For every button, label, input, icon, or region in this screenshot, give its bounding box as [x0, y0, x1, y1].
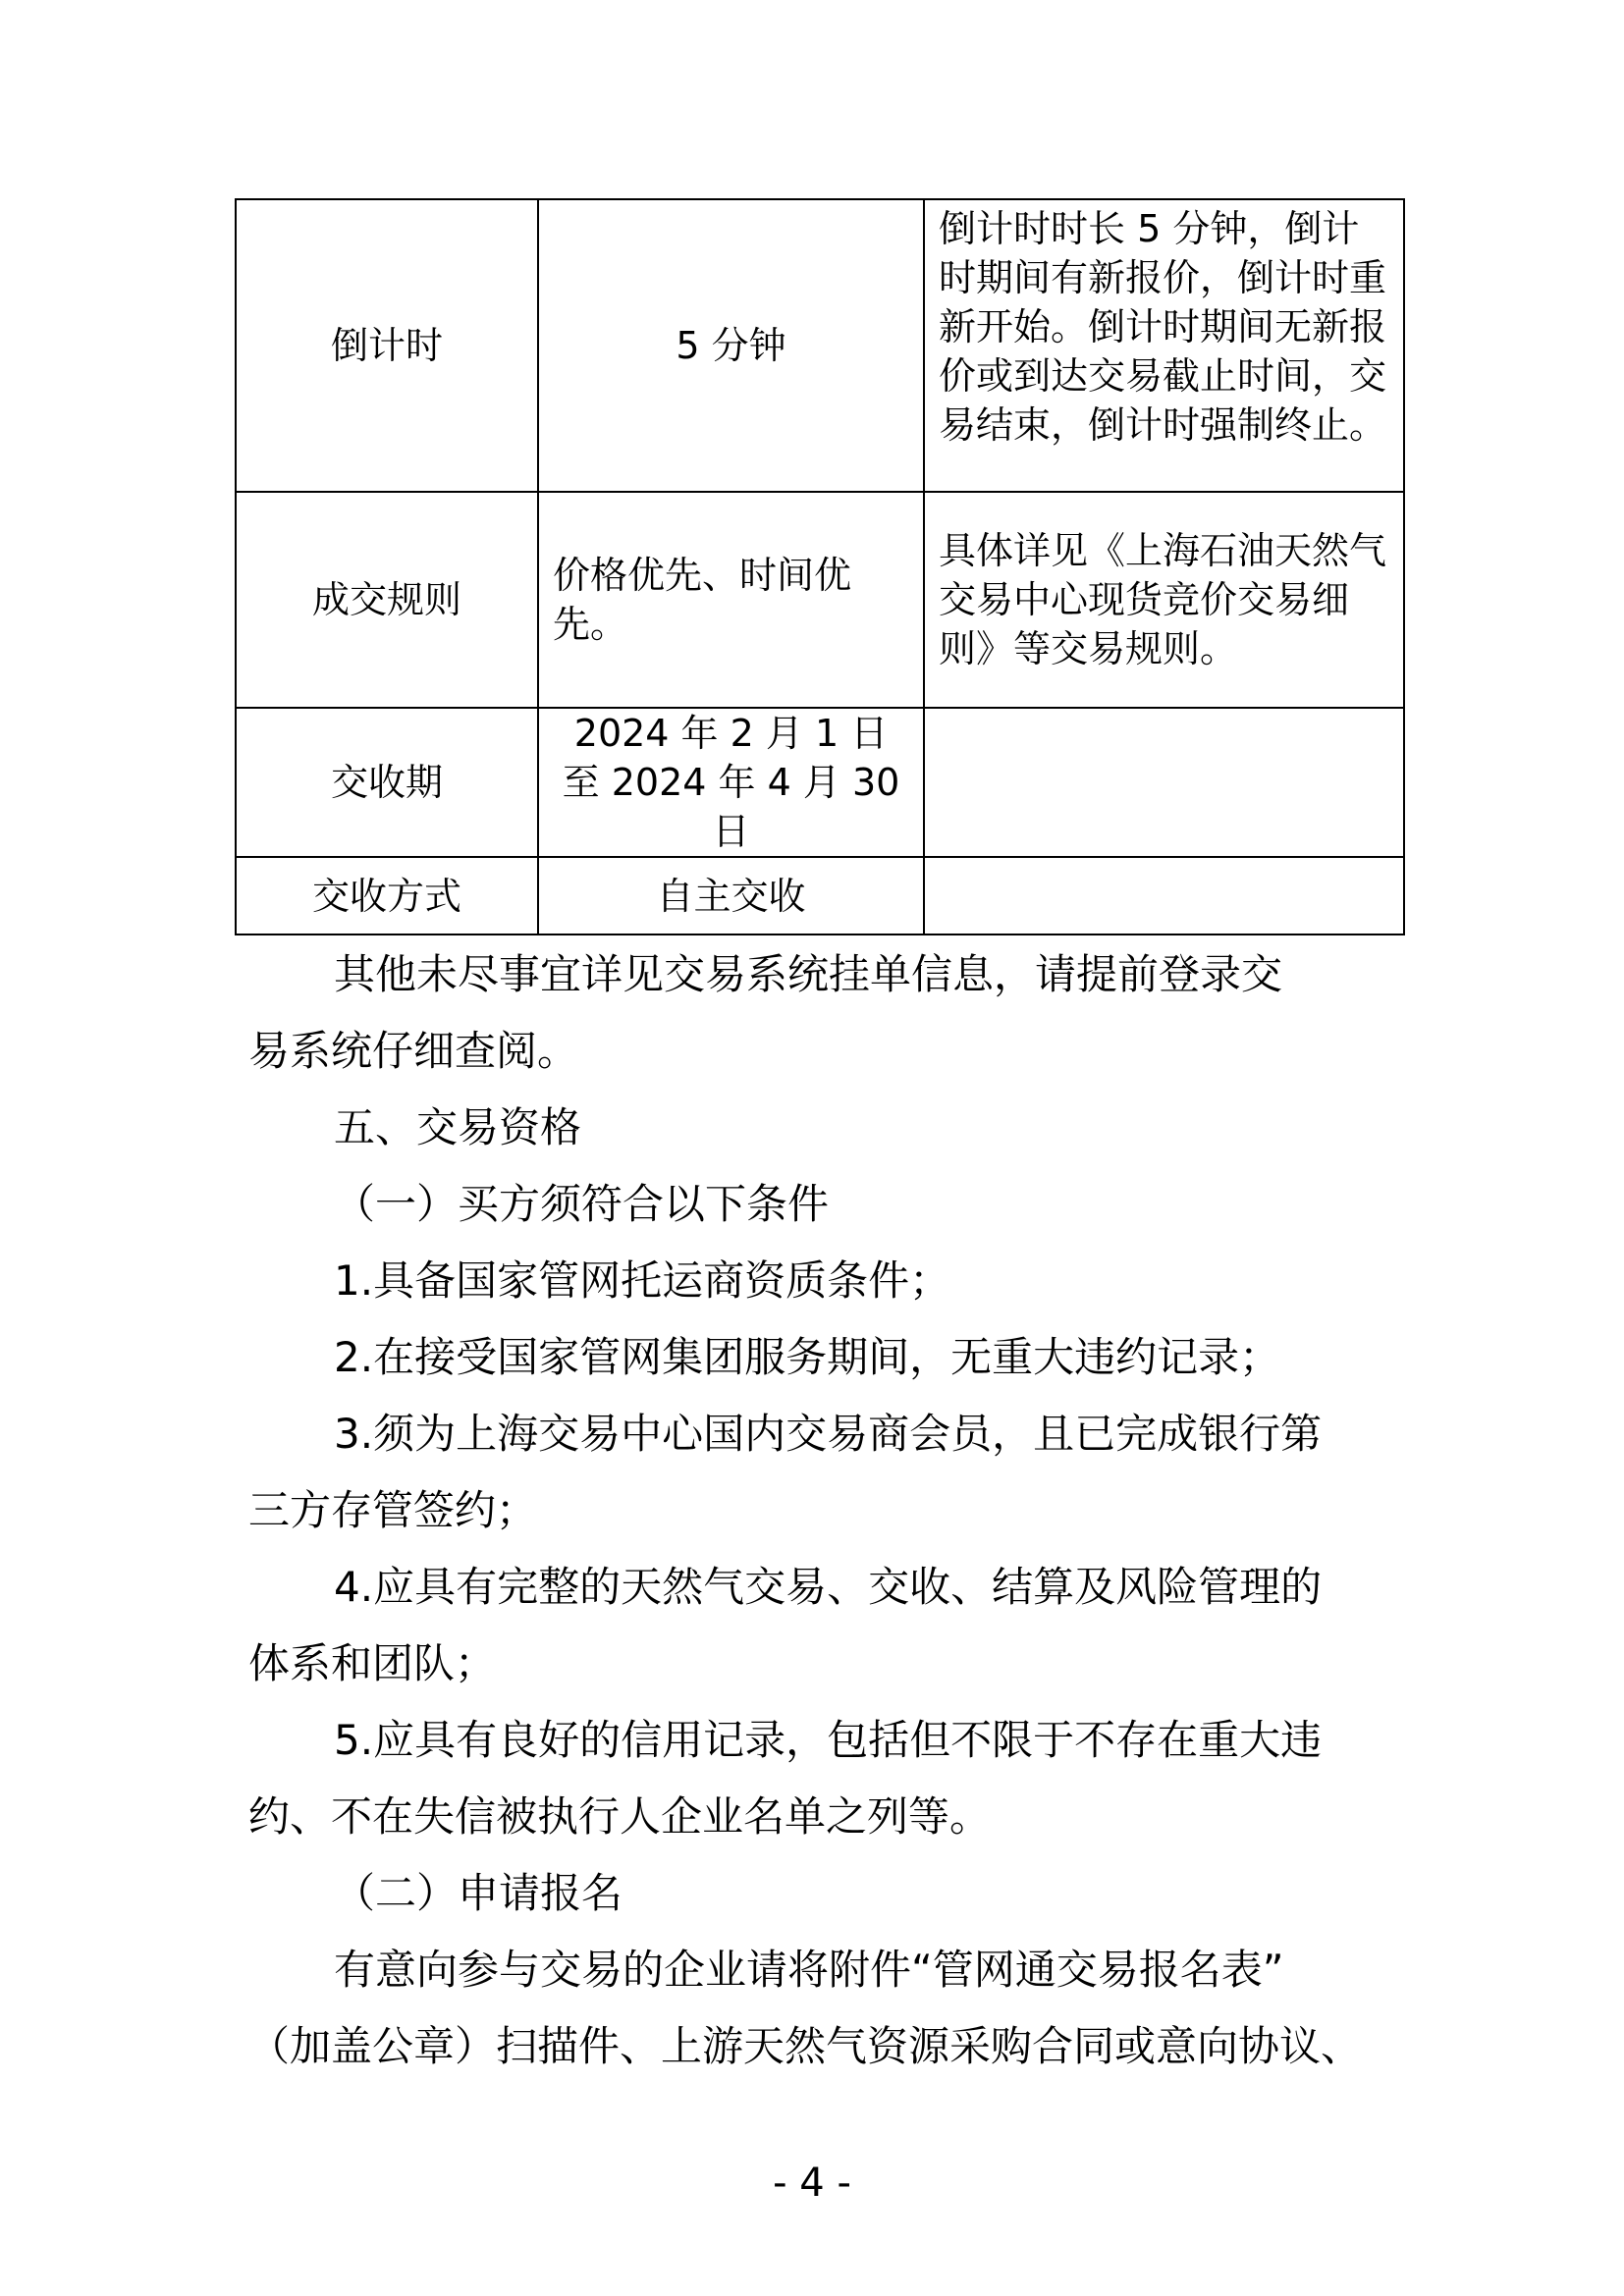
paragraph-line: 易系统仔细查阅。: [248, 1027, 579, 1075]
row-note: [924, 708, 1404, 857]
row-label: 交收期: [236, 708, 538, 857]
subsection-heading: （一）买方须符合以下条件: [334, 1180, 830, 1228]
list-item: 3.须为上海交易中心国内交易商会员，且已完成银行第: [334, 1410, 1323, 1458]
list-item: 5.应具有良好的信用记录，包括但不限于不存在重大违: [334, 1716, 1323, 1764]
table-row: [236, 857, 1404, 934]
row-label: 交收方式: [236, 857, 538, 934]
paragraph-line: 其他未尽事宜详见交易系统挂单信息，请提前登录交: [334, 950, 1283, 998]
section-heading: 五、交易资格: [334, 1103, 582, 1151]
subsection-heading: （二）申请报名: [334, 1869, 623, 1917]
row-value: 2024 年 2 月 1 日至 2024 年 4 月 30 日: [538, 708, 924, 857]
spec-table: [235, 198, 1405, 935]
row-value: 5 分钟: [538, 199, 924, 492]
row-value: 自主交收: [538, 857, 924, 934]
row-label: 成交规则: [236, 492, 538, 708]
row-note: 具体详见《上海石油天然气交易中心现货竞价交易细则》等交易规则。: [924, 492, 1404, 708]
table-row: [236, 492, 1404, 708]
list-item-continuation: 体系和团队；: [248, 1639, 497, 1687]
list-item-continuation: 约、不在失信被执行人企业名单之列等。: [248, 1792, 992, 1841]
list-item: 4.应具有完整的天然气交易、交收、结算及风险管理的: [334, 1563, 1323, 1611]
paragraph-line: （加盖公章）扫描件、上游天然气资源采购合同或意向协议、: [248, 2022, 1363, 2070]
list-item: 2.在接受国家管网集团服务期间，无重大违约记录；: [334, 1333, 1281, 1381]
row-label: 倒计时: [236, 199, 538, 492]
row-value: 价格优先、时间优先。: [538, 492, 924, 708]
table-row: [236, 199, 1404, 492]
paragraph-line: 有意向参与交易的企业请将附件“管网通交易报名表”: [334, 1946, 1284, 1994]
row-note: [924, 857, 1404, 934]
list-item: 1.具备国家管网托运商资质条件；: [334, 1256, 951, 1305]
list-item-continuation: 三方存管签约；: [248, 1486, 538, 1534]
table-row: [236, 708, 1404, 857]
row-note: 倒计时时长 5 分钟，倒计时期间有新报价，倒计时重新开始。倒计时期间无新报价或到达交易截止时间，交易结束，倒计时强制终止。: [924, 199, 1404, 492]
page-number: - 4 -: [773, 2161, 851, 2206]
